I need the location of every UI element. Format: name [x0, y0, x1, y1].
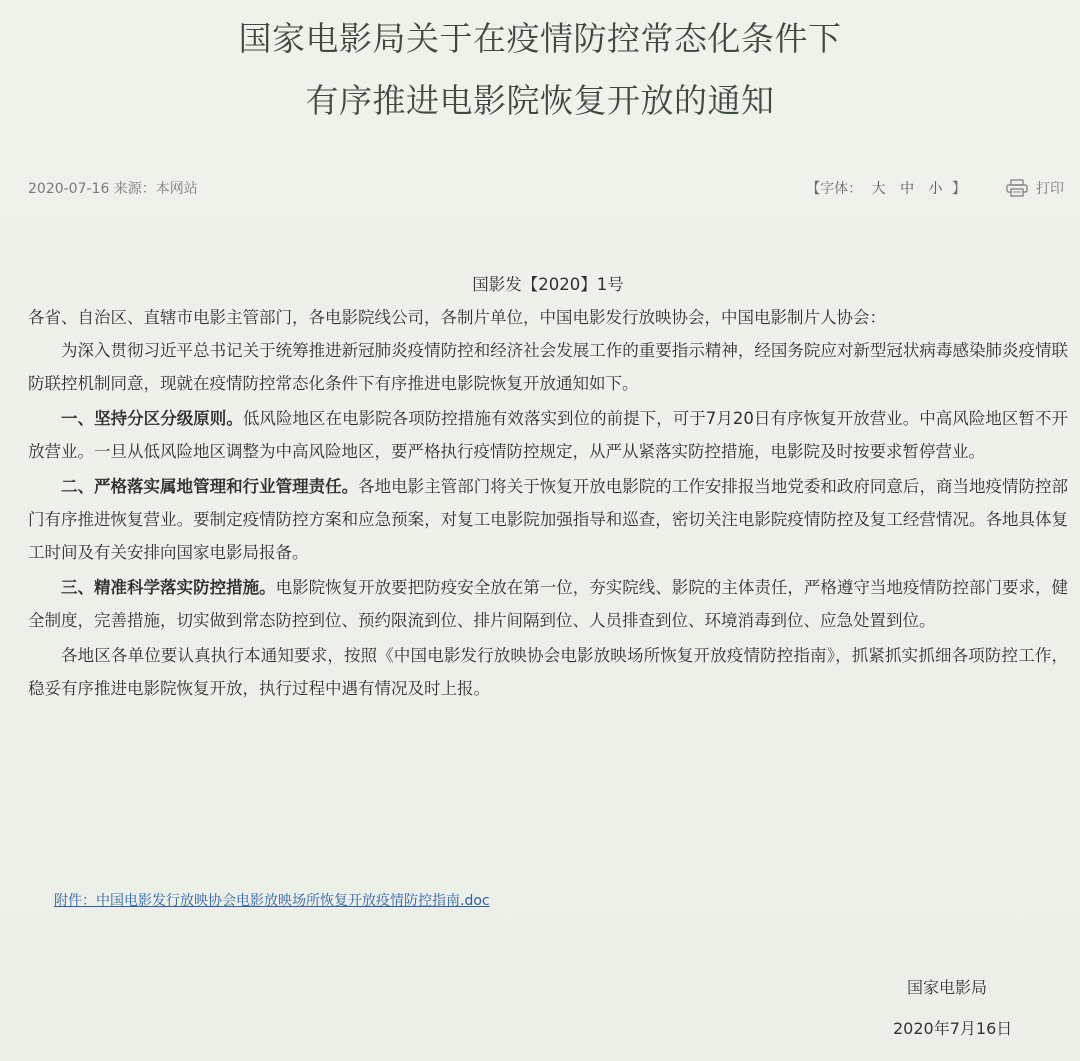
print-label: 打印	[1036, 181, 1064, 197]
section-paragraph	[28, 470, 1068, 569]
meta-tools	[806, 178, 1064, 198]
signature-date: 2020年7月16日	[893, 1019, 1013, 1038]
salutation: 各省、自治区、直辖市电影主管部门，各电影院线公司，各制片单位，中国电影发行放映协会，中国电影制片人协会：	[28, 308, 886, 327]
document-number: 国影发【2020】1号	[472, 275, 624, 294]
attachment-link[interactable]	[28, 890, 490, 910]
font-size-small-link[interactable]: 小	[928, 181, 943, 197]
title-line-2: 有序推进电影院恢复开放的通知	[305, 81, 775, 120]
font-label-close: 】	[952, 181, 966, 197]
date-source: 2020-07-16 来源：本网站	[28, 181, 198, 197]
font-size-control	[806, 178, 966, 198]
section-heading: 一、坚持分区分级原则。	[61, 409, 243, 428]
section-paragraph	[28, 402, 1068, 468]
article-title	[0, 18, 1080, 142]
section-text: 各地电影主管部门将关于恢复开放电影院的工作安排报当地党委和政府同意后，商当地疫情防控部门有序推进恢复营业。要制定疫情防控方案和应急预案，对复工电影院加强指导和巡查，密切关注电影院疫情防控及复工经营情况。各地具体复工时间及有关安排向国家电影局报备。	[28, 477, 1069, 562]
section-text: 电影院恢复开放要把防疫安全放在第一位，夯实院线、影院的主体责任，严格遵守当地疫情防控部门要求，健全制度，完善措施，切实做到常态防控到位、预约限流到位、排片间隔到位、人员排查到位、环境消毒到位、应急处置到位。	[28, 578, 1069, 630]
printer-icon	[1006, 179, 1028, 197]
article-body	[28, 268, 1068, 707]
closing-paragraph: 各地区各单位要认真执行本通知要求，按照《中国电影发行放映协会电影放映场所恢复开放疫情防控指南》，抓紧抓实抓细各项防控工作，稳妥有序推进电影院恢复开放，执行过程中遇有情况及时上报。	[28, 646, 1068, 698]
section-heading: 二、严格落实属地管理和行业管理责任。	[61, 477, 359, 496]
section-text: 低风险地区在电影院各项防控措施有效落实到位的前提下，可于7月20日有序恢复开放营业。中高风险地区暂不开放营业。一旦从低风险地区调整为中高风险地区，要严格执行疫情防控规定，从严从紧落实防控措施，电影院及时按要求暂停营业。	[28, 409, 1069, 461]
section-paragraph	[28, 571, 1068, 637]
print-button[interactable]	[1006, 178, 1064, 198]
title-line-1: 国家电影局关于在疫情防控常态化条件下	[238, 19, 842, 58]
intro-paragraph: 为深入贯彻习近平总书记关于统筹推进新冠肺炎疫情防控和经济社会发展工作的重要指示精神，经国务院应对新型冠状病毒感染肺炎疫情联防联控机制同意，现就在疫情防控常态化条件下有序推进电影院恢复开放通知如下。	[28, 341, 1068, 393]
attachment-label: 附件：中国电影发行放映协会电影放映场所恢复开放疫情防控指南.doc	[54, 893, 490, 909]
font-size-medium-link[interactable]: 中	[900, 181, 915, 197]
meta-bar	[28, 176, 1064, 200]
font-label-open: 【字体：	[806, 181, 863, 197]
font-size-large-link[interactable]: 大	[871, 181, 886, 197]
signature-org: 国家电影局	[907, 978, 988, 997]
section-heading: 三、精准科学落实防控措施。	[61, 578, 276, 597]
